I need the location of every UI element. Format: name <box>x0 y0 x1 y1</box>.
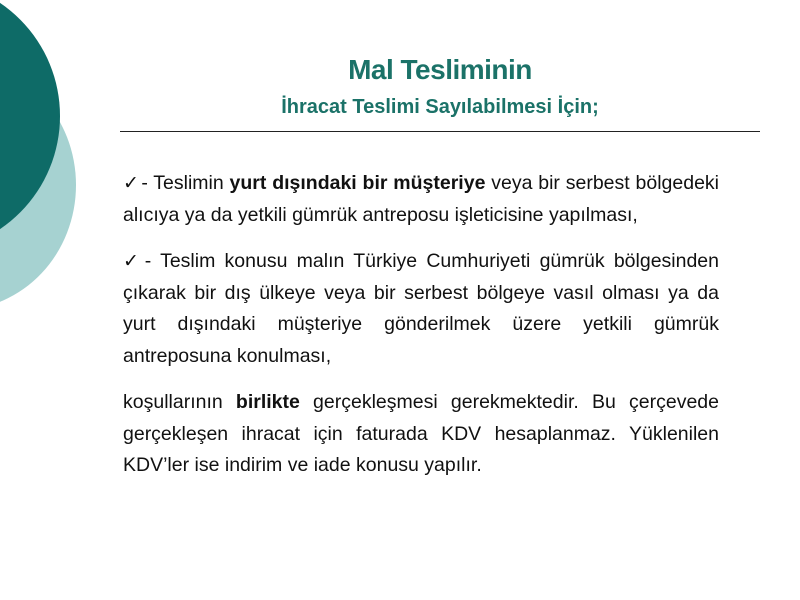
slide-title: Mal Tesliminin <box>348 54 532 85</box>
closing-text-pre: koşullarının <box>123 391 236 413</box>
check-mark-icon: ✓ <box>123 173 140 194</box>
decorative-circles <box>0 0 120 600</box>
closing-text-post: gerçekleşmesi gerekmektedir. Bu çerçevede gerçekleşen ihracat için faturada KDV hesaplanmaz. Yüklenilen KDV’ler ise indirim ve iade konusu yapılır. <box>123 391 719 476</box>
bullet-1-text-pre: - Teslimin <box>141 172 230 194</box>
slide-body <box>123 168 719 497</box>
bullet-item-2 <box>123 246 719 372</box>
bullet-1-text-bold: yurt dışındaki bir müşteriye <box>229 172 486 194</box>
closing-paragraph <box>123 387 719 482</box>
bullet-2-text: - Teslim konusu malın Türkiye Cumhuriyeti gümrük bölgesinden çıkarak bir dış ülkeye veya bir serbest bölgeye vasıl olması ya da yurt dışındaki müşteriye gönderilmek üzere yetkili gümrük antreposuna konulması, <box>123 250 719 367</box>
title-divider <box>120 131 760 132</box>
bullet-item-1 <box>123 168 719 231</box>
slide-subtitle: İhracat Teslimi Sayılabilmesi İçin; <box>281 96 599 118</box>
closing-text-bold: birlikte <box>235 391 300 413</box>
check-mark-icon: ✓ <box>123 251 143 272</box>
bullet-1-text-post: veya bir serbest bölgedeki alıcıya ya da yetkili gümrük antreposu işleticisine yapılması, <box>123 172 719 226</box>
